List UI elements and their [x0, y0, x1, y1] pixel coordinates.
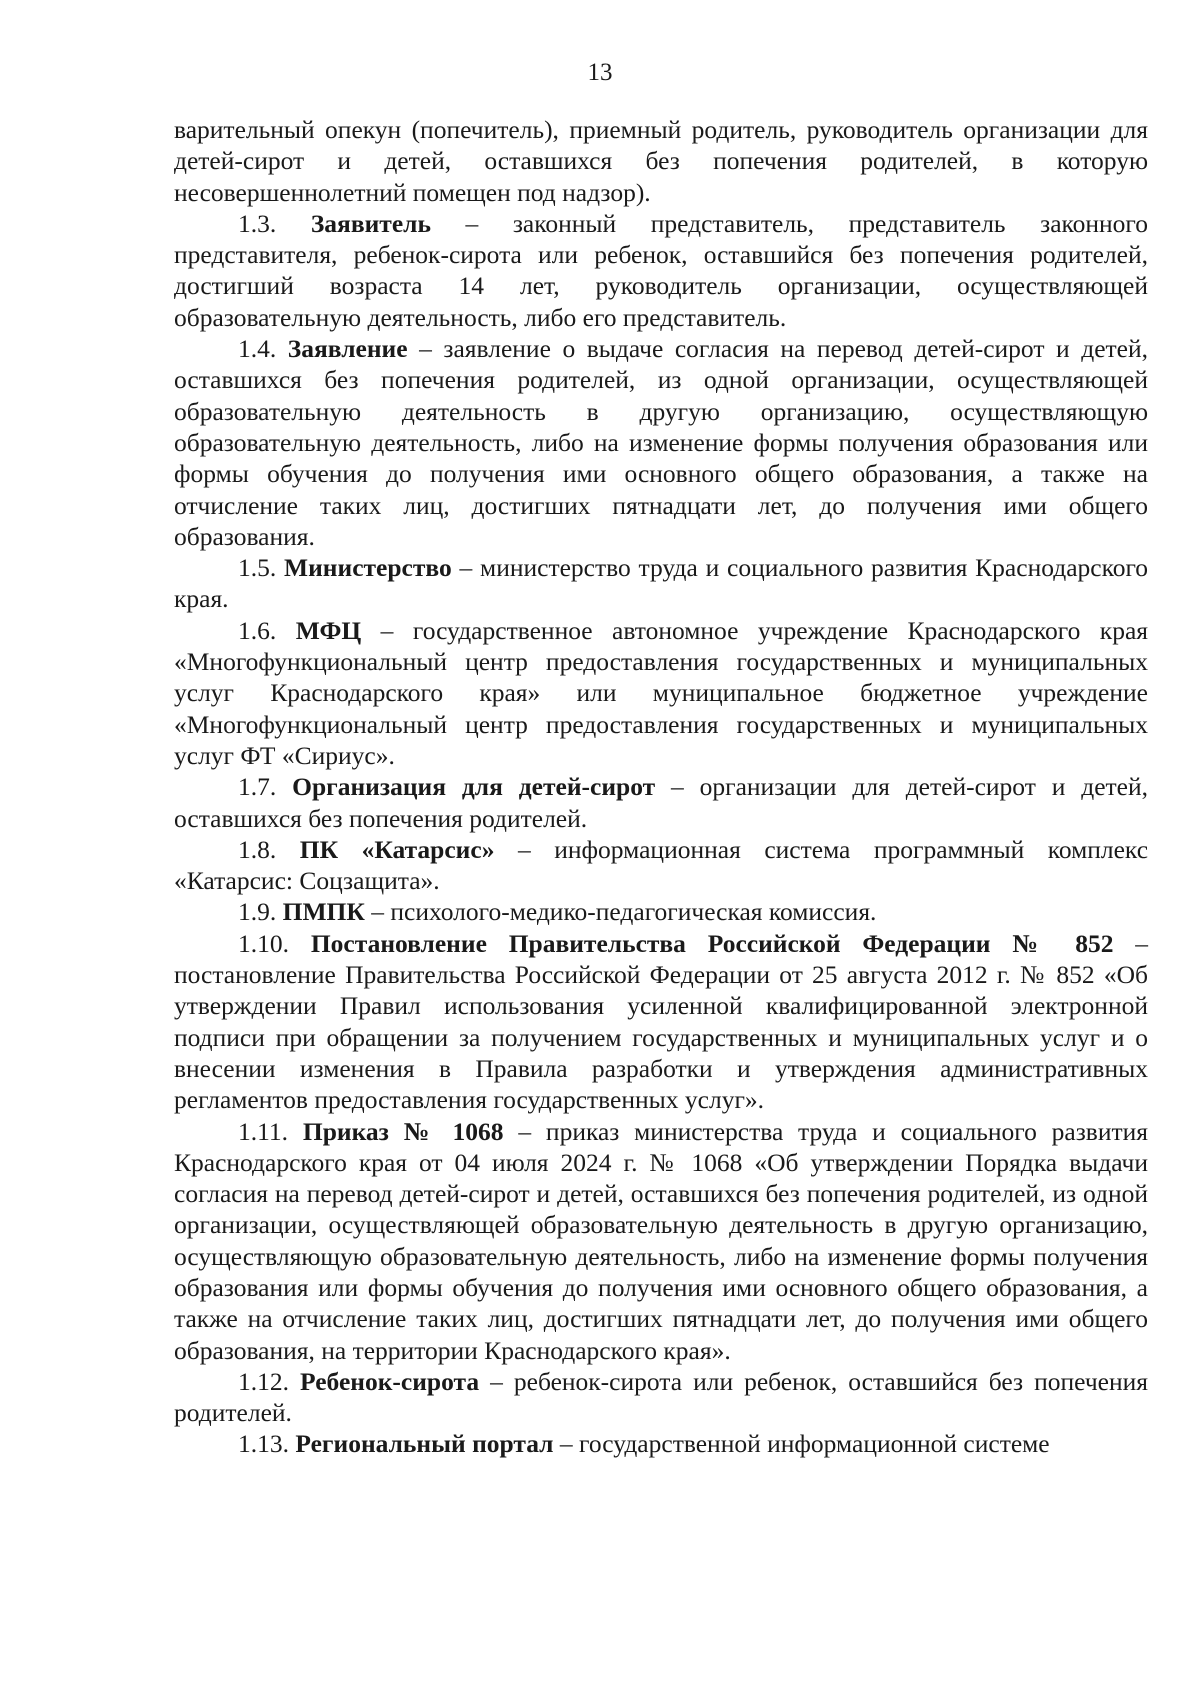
- definition-number: 1.9.: [238, 897, 277, 927]
- definition-number: 1.5.: [238, 553, 277, 583]
- definition-number: 1.3.: [238, 208, 277, 238]
- definition-paragraph: [174, 615, 1148, 771]
- definition-text: – информационная система программный комплекс «Катарсис: Соцзащита».: [174, 834, 1149, 896]
- definition-term: Постановление Правительства Российской Федерации № 852: [310, 928, 1114, 958]
- document-body: [174, 114, 1148, 1460]
- definition-paragraph: [174, 552, 1148, 615]
- definition-term: Региональный портал: [295, 1429, 554, 1459]
- definition-term: ПМПК: [282, 897, 365, 927]
- definition-number: 1.10.: [238, 928, 289, 958]
- definition-number: 1.6.: [238, 615, 277, 645]
- definition-number: 1.12.: [238, 1366, 289, 1396]
- definition-text: – государственное автономное учреждение Краснодарского края «Многофункциональный центр предоставления государственных и муниципальных услуг Краснодарского края» или муниципальное бюджетное учреждение «Многофункциональный центр предоставления государственных и муниципальных услуг ФТ «Сириус».: [174, 615, 1148, 770]
- definition-text: – ребенок-сирота или ребенок, оставшийся без попечения родителей.: [174, 1366, 1148, 1428]
- definition-paragraph: [174, 771, 1148, 834]
- definition-paragraph: [174, 1366, 1148, 1429]
- definition-text: – министерство труда и социального развития Краснодарского края.: [174, 553, 1149, 614]
- definition-text: – государственной информационной системе: [553, 1429, 1050, 1459]
- definition-paragraph: [174, 333, 1148, 552]
- definition-paragraph: [174, 834, 1148, 897]
- page-number: 13: [587, 59, 613, 86]
- definition-number: 1.8.: [238, 834, 277, 864]
- definition-term: МФЦ: [295, 615, 362, 645]
- definition-term: Министерство: [284, 553, 452, 583]
- definition-paragraph: [174, 928, 1148, 1116]
- definition-number: 1.4.: [238, 334, 277, 364]
- definition-number: 1.13.: [238, 1429, 289, 1459]
- definition-text: – психолого-медико-педагогическая комиссия.: [364, 897, 877, 927]
- definition-text: – постановление Правительства Российской Федерации от 25 августа 2012 г. № 852 «Об утверждении Правил использования усиленной квалифицированной электронной подписи при обращении за получением государственных и муниципальных услуг и о внесении изменения в Правила разработки и утверждения административных регламентов предоставления государственных услуг».: [174, 928, 1149, 1115]
- definition-term: Заявление: [287, 334, 408, 364]
- definition-paragraph: [174, 1428, 1148, 1459]
- definition-term: Заявитель: [310, 208, 431, 238]
- definition-term: ПК «Катарсис»: [299, 834, 495, 864]
- definition-term: Ребенок-сирота: [300, 1366, 480, 1396]
- definition-paragraph: [174, 208, 1148, 333]
- definition-term: Приказ № 1068: [302, 1116, 504, 1146]
- definition-text: – организации для детей-сирот и детей, оставшихся без попечения родителей.: [174, 772, 1149, 833]
- definition-text: – законный представитель, представитель законного представителя, ребенок-сирота или ребенок, оставшийся без попечения родителей, достигший возраста 14 лет, руководитель организации, осуществляющей образовательную деятельность, либо его представитель.: [174, 208, 1148, 332]
- definition-number: 1.11.: [238, 1116, 289, 1146]
- definition-text: – приказ министерства труда и социального развития Краснодарского края от 04 июля 2024 г. № 1068 «Об утверждении Порядка выдачи согласия на перевод детей-сирот и детей, оставшихся без попечения родителей, из одной организации, осуществляющей образовательную деятельность в другую организацию, осуществляющую образовательную деятельность, либо на изменение формы получения образования или формы обучения до получения ими основного общего образования, а также на отчисление таких лиц, достигших пятнадцати лет, до получения ими общего образования, на территории Краснодарского края».: [174, 1116, 1149, 1365]
- definition-paragraph: [174, 896, 1148, 927]
- definition-term: Организация для детей-сирот: [292, 772, 656, 802]
- definition-text: – заявление о выдаче согласия на перевод детей-сирот и детей, оставшихся без попечения родителей, из одной организации, осуществляющей образовательную деятельность в другую организацию, осуществляющую образовательную деятельность, либо на изменение формы получения образования или формы обучения до получения ими основного общего образования, а также на отчисление таких лиц, достигших пятнадцати лет, до получения ими общего образования.: [174, 334, 1148, 551]
- definition-paragraph: [174, 1116, 1148, 1366]
- continuation-paragraph: варительный опекун (попечитель), приемный родитель, руководитель организации для детей-сирот и детей, оставшихся без попечения родителей, в которую несовершеннолетний помещен под надзор).: [174, 115, 1148, 207]
- definition-number: 1.7.: [238, 772, 277, 802]
